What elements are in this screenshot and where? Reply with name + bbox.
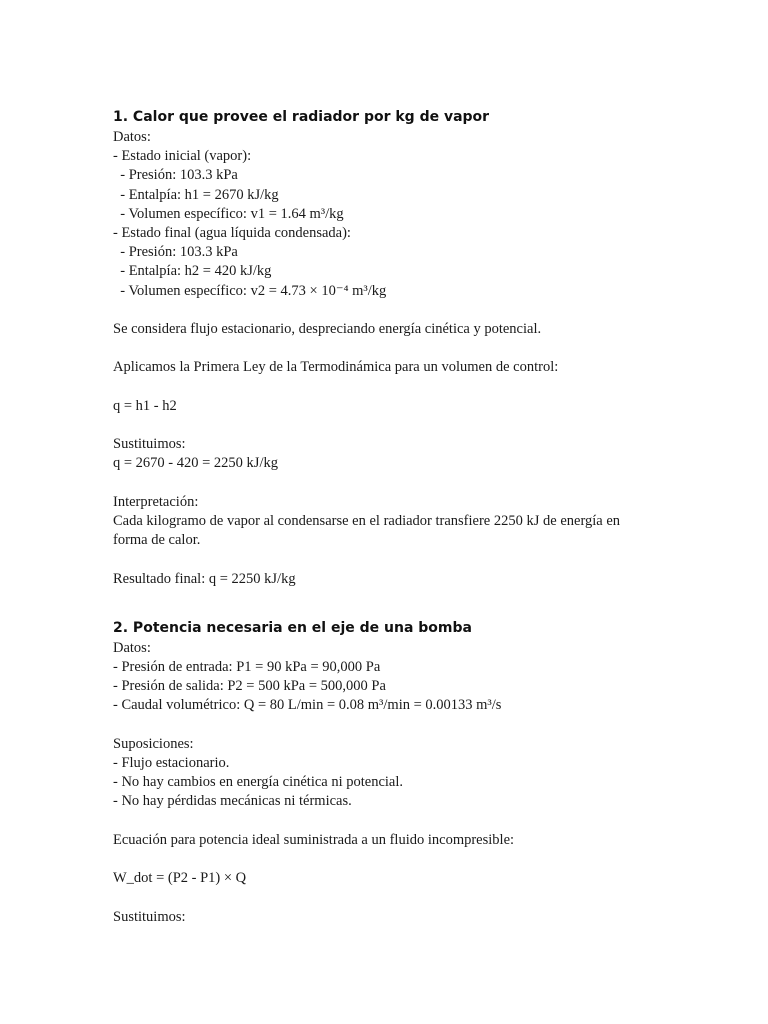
outlet-pressure-line: - Presión de salida: P2 = 500 kPa = 500,000 Pa xyxy=(113,678,386,695)
heat-equation: q = h1 - h2 xyxy=(113,397,177,414)
final-pressure-line: - Presión: 103.3 kPa xyxy=(113,244,238,261)
heat-substitution: q = 2670 - 420 = 2250 kJ/kg xyxy=(113,455,278,472)
section-2-heading: 2. Potencia necesaria en el eje de una bomba xyxy=(113,619,472,636)
section-1-datos-label: Datos: xyxy=(113,129,151,145)
assumptions-label: Suposiciones: xyxy=(113,735,194,752)
flow-rate-line: - Caudal volumétrico: Q = 80 L/min = 0.08 m³/min = 0.00133 m³/s xyxy=(113,697,502,714)
section-2-datos-label: Datos: xyxy=(113,639,151,656)
interpretation-label: Interpretación: xyxy=(113,493,199,510)
section-2-substitute-label: Sustituimos: xyxy=(113,908,186,925)
initial-pressure-line: - Presión: 103.3 kPa xyxy=(113,167,238,184)
power-equation-intro: Ecuación para potencia ideal suministrada a un fluido incompresible: xyxy=(113,831,515,848)
assumption-no-kinetic-potential: - No hay cambios en energía cinética ni potencial. xyxy=(113,774,404,791)
section-1-result: Resultado final: q = 2250 kJ/kg xyxy=(113,570,296,587)
final-volume-line: - Volumen específico: v2 = 4.73 × 10⁻⁴ m³/kg xyxy=(113,282,387,299)
initial-state-line: - Estado inicial (vapor): xyxy=(113,148,252,165)
document-page xyxy=(113,106,753,927)
assumption-steady-flow: - Flujo estacionario. xyxy=(113,754,230,771)
section-1-substitute-label: Sustituimos: xyxy=(113,436,186,453)
final-state-line: - Estado final (agua líquida condensada): xyxy=(113,225,351,242)
first-law-statement: Aplicamos la Primera Ley de la Termodinámica para un volumen de control: xyxy=(113,359,559,376)
initial-enthalpy-line: - Entalpía: h1 = 2670 kJ/kg xyxy=(113,186,279,203)
steady-flow-assumption: Se considera flujo estacionario, despreciando energía cinética y potencial. xyxy=(113,321,542,338)
section-1-heading: 1. Calor que provee el radiador por kg de vapor xyxy=(113,109,490,125)
initial-volume-line: - Volumen específico: v1 = 1.64 m³/kg xyxy=(113,205,344,222)
assumption-no-losses: - No hay pérdidas mecánicas ni térmicas. xyxy=(113,793,352,810)
interpretation-text: Cada kilogramo de vapor al condensarse en el radiador transfiere 2250 kJ de energía en forma de calor. xyxy=(113,512,621,549)
inlet-pressure-line: - Presión de entrada: P1 = 90 kPa = 90,000 Pa xyxy=(113,658,381,675)
power-equation: W_dot = (P2 - P1) × Q xyxy=(113,870,247,887)
final-enthalpy-line: - Entalpía: h2 = 420 kJ/kg xyxy=(113,263,272,280)
